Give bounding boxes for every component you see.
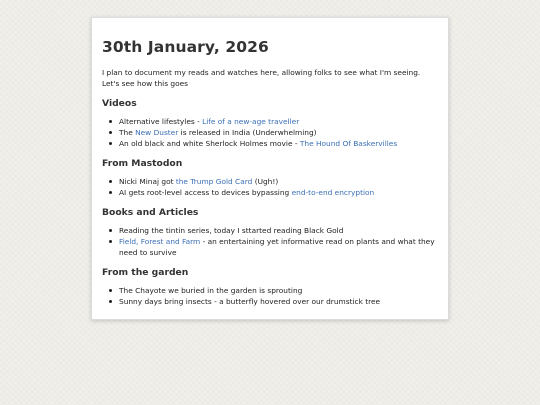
item-link[interactable]: Life of a new-age traveller xyxy=(202,117,300,127)
item-link[interactable]: Field, Forest and Farm xyxy=(119,237,201,247)
videos-list xyxy=(102,116,438,149)
section-heading-videos: Videos xyxy=(102,98,137,110)
item-text: Sunny days bring insects - a butterfly hovered over our drumstick tree xyxy=(119,297,381,307)
item-text: Reading the tintin series, today I sttarted reading Black Gold xyxy=(119,226,344,236)
list-item xyxy=(119,236,438,258)
item-text: Alternative lifestyles - xyxy=(119,117,203,127)
item-text: The Chayote we buried in the garden is sprouting xyxy=(119,286,303,296)
list-item xyxy=(119,176,438,187)
section-heading-garden: From the garden xyxy=(102,267,189,279)
list-item xyxy=(119,116,438,127)
item-text: The xyxy=(119,128,136,138)
item-text: Nicki Minaj got xyxy=(119,177,176,187)
item-text: AI gets root-level access to devices bypassing xyxy=(119,188,292,198)
list-item xyxy=(119,138,438,149)
item-link[interactable]: The Hound Of Baskervilles xyxy=(299,139,398,149)
post-intro: I plan to document my reads and watches here, allowing folks to see what I'm seeing. Let's see how this goes xyxy=(102,68,421,89)
list-item xyxy=(119,127,438,138)
section-heading-books: Books and Articles xyxy=(102,207,199,219)
post-title: 30th January, 2026 xyxy=(102,38,269,56)
item-link[interactable]: end-to-end encryption xyxy=(291,188,375,198)
mastodon-list xyxy=(102,176,438,198)
item-text: - an entertaining yet informative read on plants and what they need to survive xyxy=(119,237,435,258)
list-item xyxy=(119,187,438,198)
garden-list xyxy=(102,285,438,307)
item-link[interactable]: the Trump Gold Card xyxy=(175,177,253,187)
list-item xyxy=(119,285,438,296)
item-text: (Ugh!) xyxy=(252,177,279,187)
books-list xyxy=(102,225,438,258)
list-item xyxy=(119,296,438,307)
item-text: An old black and white Sherlock Holmes movie - xyxy=(119,139,300,149)
item-text: is released in India (Underwhelming) xyxy=(178,128,317,138)
post-card xyxy=(91,17,449,320)
section-heading-mastodon: From Mastodon xyxy=(102,158,183,170)
list-item xyxy=(119,225,438,236)
item-link[interactable]: New Duster xyxy=(135,128,179,138)
